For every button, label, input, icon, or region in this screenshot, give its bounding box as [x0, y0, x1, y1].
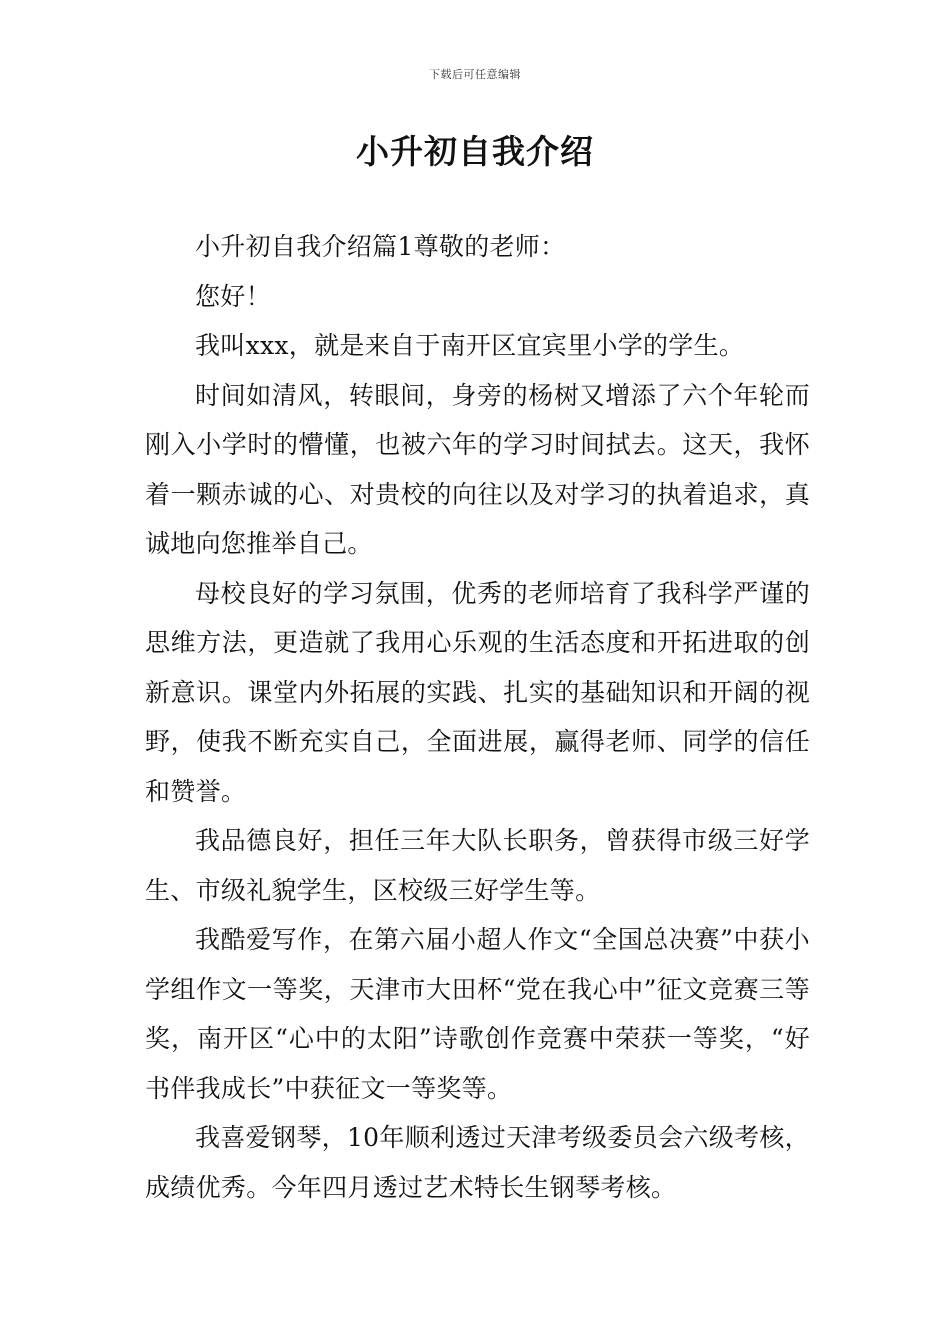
paragraph-name: 我叫xxx，就是来自于南开区宜宾里小学的学生。	[195, 331, 745, 360]
header-note: 下载后可任意编辑	[429, 68, 521, 81]
paragraph-greeting-line: 小升初自我介绍篇1尊敬的老师：	[195, 232, 566, 261]
paragraph-hello: 您好！	[195, 281, 271, 311]
document-body	[145, 222, 810, 1212]
paragraph-time: 时间如清风，转眼间，身旁的杨树又增添了六个年轮而刚入小学时的懵懂，也被六年的学习时间拭去。这天，我怀着一颗赤诚的心、对贵校的向往以及对学习的执着追求，真诚地向您推举自己。	[145, 380, 810, 558]
paragraph-writing: 我酷爱写作，在第六届小超人作文“全国总决赛”中获小学组作文一等奖，天津市大田杯“党在我心中”征文竞赛三等奖，南开区“心中的太阳”诗歌创作竞赛中荣获一等奖，“好书伴我成长”中获征文一等奖等。	[145, 925, 810, 1103]
paragraph-character: 我品德良好，担任三年大队长职务，曾获得市级三好学生、市级礼貌学生，区校级三好学生等。	[145, 826, 810, 905]
paragraph-school: 母校良好的学习氛围，优秀的老师培育了我科学严谨的思维方法，更造就了我用心乐观的生活态度和开拓进取的创新意识。课堂内外拓展的实践、扎实的基础知识和开阔的视野，使我不断充实自己，全面进展，赢得老师、同学的信任和赞誉。	[145, 578, 810, 806]
paragraph-piano: 我喜爱钢琴，10年顺利透过天津考级委员会六级考核，成绩优秀。今年四月透过艺术特长生钢琴考核。	[145, 1123, 810, 1202]
document-title: 小升初自我介绍	[356, 132, 594, 171]
